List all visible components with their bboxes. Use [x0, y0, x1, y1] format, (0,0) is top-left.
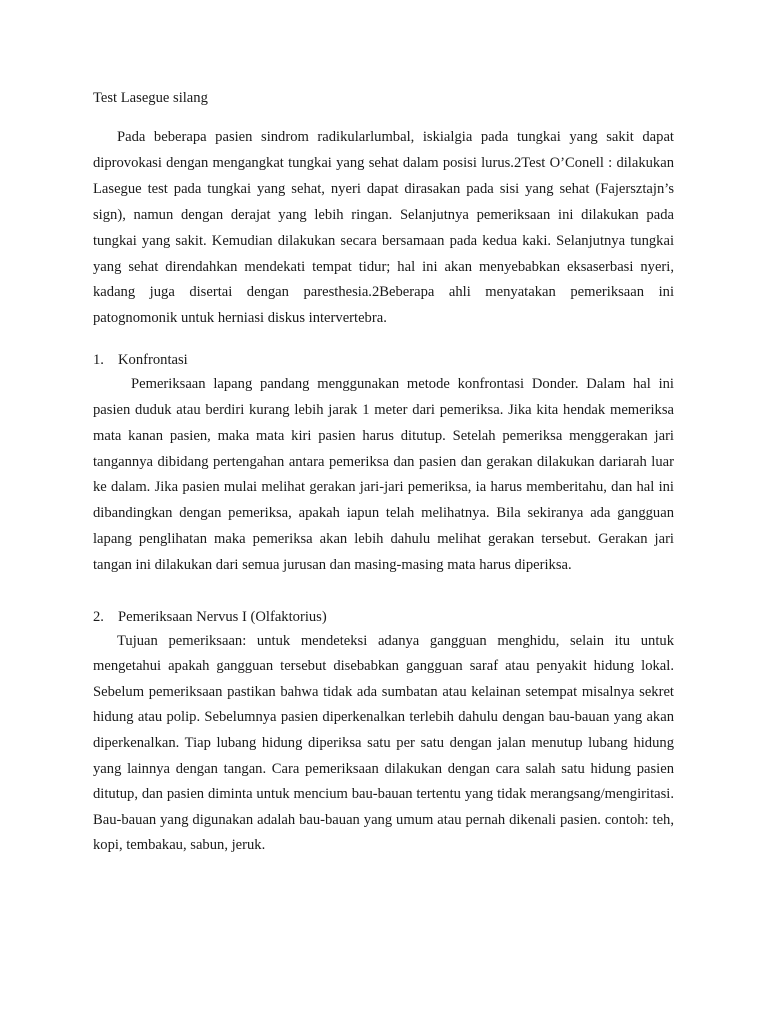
section-1-title: Konfrontasi: [118, 352, 188, 369]
section-2-paragraph: Tujuan pemeriksaan: untuk mendeteksi adanya gangguan menghidu, selain itu untuk mengetahui apakah gangguan tersebut disebabkan gangguan saraf atau penyakit hidung lokal. Sebelum pemeriksaan pastikan bahwa tidak ada sumbatan atau kelainan setempat misalnya sekret hidung atau polip. Sebelumnya pasien diperkenalkan terlebih dahulu dengan bau-bauan yang akan diperkenalkan. Tiap lubang hidung diperiksa satu per satu dengan jalan menutup lubang hidung yang lainnya dengan tangan. Cara pemeriksaan dilakukan dengan cara salah satu hidung pasien ditutup, dan pasien diminta untuk mencium bau-bauan tertentu yang tidak merangsang/mengiritasi. Bau-bauan yang digunakan adalah bau-bauan yang umum atau pernah dikenali pasien. contoh: teh, kopi, tembakau, sabun, jeruk.: [93, 632, 674, 854]
document-page: [93, 86, 674, 859]
section-2-heading: [93, 605, 674, 629]
document-title: Test Lasegue silang: [93, 90, 208, 106]
section-2-title: Pemeriksaan Nervus I (Olfaktorius): [118, 608, 327, 625]
section-1-heading: [93, 348, 674, 372]
section-1-paragraph: Pemeriksaan lapang pandang menggunakan metode konfrontasi Donder. Dalam hal ini pasien duduk atau berdiri kurang lebih jarak 1 meter dari pemeriksa. Jika kita hendak memeriksa mata kanan pasien, maka mata kiri pasien harus ditutup. Setelah pemeriksa menggerakan jari tangannya dibidang pertengahan antara pemeriksa dan pasien dan gerakan dilakukan dariarah luar ke dalam. Jika pasien mulai melihat gerakan jari-jari pemeriksa, ia harus memberitahu, dan hal ini dibandingkan dengan pemeriksa, apakah iapun telah melihatnya. Bila sekiranya ada gangguan lapang penglihatan maka pemeriksa akan lebih dahulu melihat gerakan tersebut. Gerakan jari tangan ini dilakukan dari semua jurusan dan masing-masing mata harus diperiksa.: [93, 376, 674, 573]
intro-paragraph: Pada beberapa pasien sindrom radikularlumbal, iskialgia pada tungkai yang sakit dapat diprovokasi dengan mengangkat tungkai yang sehat dalam posisi lurus.2Test O’Conell : dilakukan Lasegue test pada tungkai yang sehat, nyeri dapat dirasakan pada sisi yang sehat (Fajersztajn’s sign), namun dengan derajat yang lebih ringan. Selanjutnya pemeriksaan ini dilakukan pada tungkai yang sakit. Kemudian dilakukan secara bersamaan pada kedua kaki. Selanjutnya tungkai yang sehat direndahkan mendekati tempat tidur; hal ini akan menyebabkan eksaserbasi nyeri, kadang juga disertai dengan paresthesia.2Beberapa ahli menyatakan pemeriksaan ini patognomonik untuk herniasi diskus intervertebra.: [93, 129, 674, 327]
section-1-number: 1.: [93, 352, 104, 369]
section-2-number: 2.: [93, 608, 104, 625]
